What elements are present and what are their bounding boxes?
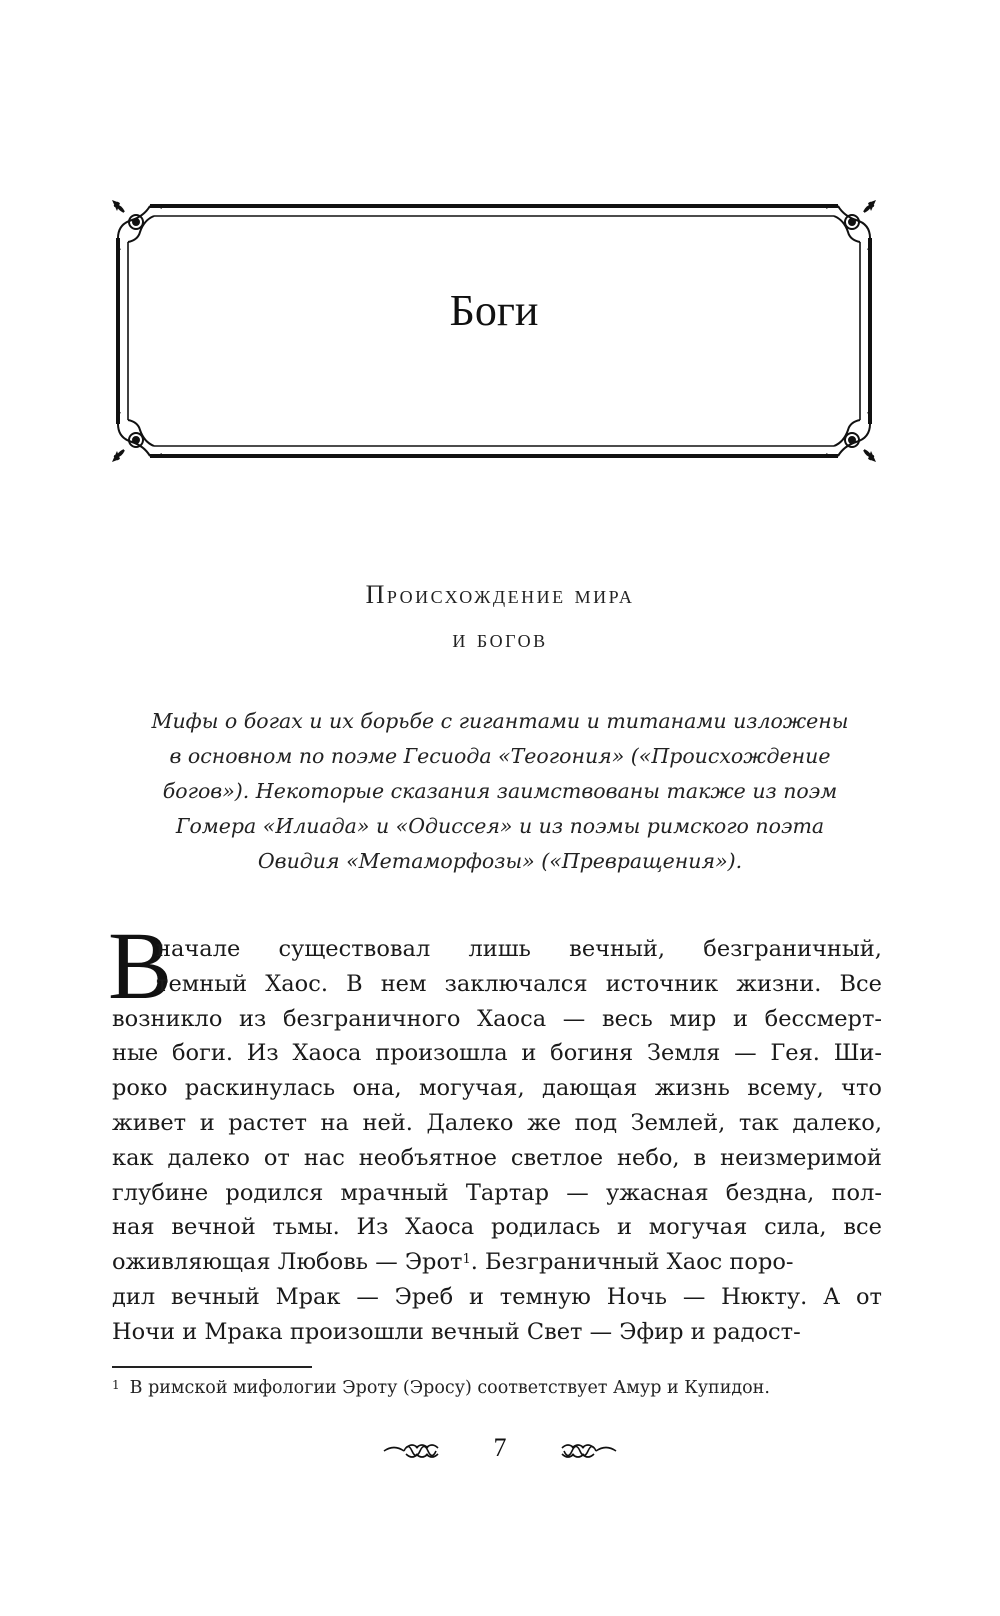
- body-word: существовал: [278, 936, 431, 962]
- body-line: [112, 1106, 882, 1141]
- body-word: могучая,: [418, 1075, 525, 1102]
- body-word: жизнь: [654, 1075, 730, 1102]
- body-word: она,: [352, 1075, 402, 1102]
- body-word: Все: [839, 970, 882, 997]
- epigraph: [110, 704, 890, 879]
- body-word: возникло: [112, 1005, 223, 1032]
- body-word: Мрак: [275, 1283, 341, 1310]
- body-word: вечный: [170, 1283, 260, 1310]
- body-word: источник: [605, 970, 719, 997]
- body-word: нем: [380, 970, 427, 997]
- body-word: вечной: [171, 1214, 256, 1241]
- body-word: небо,: [617, 1144, 680, 1171]
- body-text: [112, 932, 882, 1350]
- body-word: на: [320, 1109, 349, 1136]
- body-word: бездна,: [725, 1179, 815, 1206]
- body-line: [112, 1280, 882, 1315]
- body-word: роко: [112, 1075, 168, 1102]
- body-word: Тартар: [465, 1179, 549, 1206]
- body-word: Из: [356, 1214, 389, 1241]
- body-word: и: [733, 1005, 748, 1032]
- body-word: мир: [669, 1005, 717, 1032]
- body-word: и: [199, 1109, 215, 1136]
- body-word: и: [521, 1040, 537, 1067]
- body-word: необъятное: [358, 1144, 497, 1171]
- body-line: [112, 1071, 882, 1106]
- epigraph-line: богов»). Некоторые сказания заимствованы также из поэм: [162, 779, 838, 803]
- page-number: 7: [493, 1433, 507, 1462]
- body-line: [112, 1141, 882, 1176]
- footnote-divider: [112, 1366, 312, 1368]
- body-word: Ши-: [833, 1040, 882, 1067]
- body-word: под: [574, 1109, 618, 1136]
- body-word: А: [823, 1283, 841, 1310]
- body-word: —: [562, 1005, 586, 1032]
- body-word: раскинулась: [184, 1075, 336, 1102]
- body-word: жизни.: [736, 970, 822, 997]
- body-word: лишь: [468, 936, 531, 962]
- body-word: родилась: [490, 1214, 601, 1241]
- footnote-text: В римской мифологии Эроту (Эросу) соответствует Амур и Купидон.: [129, 1378, 770, 1398]
- body-word: могучая: [648, 1214, 748, 1241]
- body-word: бессмерт-: [764, 1005, 882, 1032]
- body-word: Гея.: [770, 1040, 820, 1067]
- body-word: Эреб: [394, 1283, 454, 1310]
- body-word: безграничного: [282, 1005, 461, 1032]
- body-word: вечный,: [569, 936, 666, 962]
- body-word: Далеко: [426, 1109, 514, 1136]
- body-word: тьмы.: [272, 1214, 340, 1241]
- body-word: ужасная: [605, 1179, 709, 1206]
- section-title-line-2: и богов: [452, 624, 548, 653]
- body-word: все: [843, 1214, 882, 1241]
- epigraph-line: в основном по поэме Гесиода «Теогония» («Происхождение: [169, 744, 831, 768]
- body-word: Хаоса: [477, 1005, 547, 1032]
- body-word: светлое: [510, 1144, 604, 1171]
- body-word: далеко,: [792, 1109, 882, 1136]
- body-word: безграничный,: [703, 936, 882, 962]
- body-line: [112, 967, 882, 1002]
- epigraph-line: Гомера «Илиада» и «Одиссея» и из поэмы римского поэта: [175, 814, 825, 838]
- body-line: [112, 1176, 882, 1211]
- body-word: Хаоса: [292, 1040, 362, 1067]
- body-word: Земля: [647, 1040, 721, 1067]
- epigraph-line: Мифы о богах и их борьбе с гигантами и титанами изложены: [151, 709, 849, 733]
- body-word: В: [346, 970, 363, 997]
- section-title-line-1: Происхождение мира: [365, 580, 635, 609]
- body-word: сила,: [764, 1214, 827, 1241]
- body-word: далеко: [167, 1144, 250, 1171]
- body-word: всему,: [747, 1075, 824, 1102]
- body-word: —: [356, 1283, 379, 1310]
- body-word: темный: [156, 970, 248, 997]
- body-word: Хаос.: [265, 970, 328, 997]
- body-word: что: [841, 1075, 882, 1102]
- body-word: ные: [112, 1040, 159, 1067]
- body-word: ней.: [362, 1109, 413, 1136]
- body-word: в: [693, 1144, 707, 1171]
- footnote-marker[interactable]: 1: [462, 1252, 471, 1268]
- body-word: начале: [156, 936, 241, 962]
- body-line: [112, 1002, 882, 1037]
- body-word: живет: [112, 1109, 187, 1136]
- body-line: Ночи и Мрака произошли вечный Свет — Эфир и радост-: [112, 1318, 801, 1345]
- epigraph-line: Овидия «Метаморфозы» («Превращения»).: [257, 849, 743, 873]
- body-word: и: [617, 1214, 633, 1241]
- body-word: —: [682, 1283, 706, 1310]
- body-word: глубине: [112, 1179, 209, 1206]
- body-word: произошла: [375, 1040, 508, 1067]
- body-word: богиня: [550, 1040, 634, 1067]
- body-word: от: [263, 1144, 290, 1171]
- folio-ornament-right-icon: [548, 1438, 618, 1464]
- body-word: —: [566, 1179, 589, 1206]
- body-word: Из: [246, 1040, 279, 1067]
- footnote-number: 1: [112, 1378, 120, 1392]
- body-word: от: [856, 1283, 882, 1310]
- body-line: оживляющая Любовь — Эрот$^1$. Безграничный Хаос поро-: [112, 1249, 794, 1276]
- body-word: Ночь: [606, 1283, 668, 1310]
- body-word: темную: [499, 1283, 591, 1310]
- page-folio: [380, 1430, 620, 1470]
- body-word: боги.: [172, 1040, 234, 1067]
- body-word: родился: [225, 1179, 324, 1206]
- body-line: [112, 1036, 882, 1071]
- body-word: Хаоса: [405, 1214, 475, 1241]
- body-word: дил: [112, 1283, 156, 1310]
- body-word: же: [527, 1109, 562, 1136]
- body-word: Нюкту.: [721, 1283, 808, 1310]
- body-word: дающая: [541, 1075, 638, 1102]
- body-word: из: [239, 1005, 267, 1032]
- body-word: нас: [303, 1144, 345, 1171]
- body-word: пол-: [831, 1179, 882, 1206]
- body-word: растет: [228, 1109, 307, 1136]
- body-word: заключался: [444, 970, 588, 997]
- body-word: весь: [601, 1005, 653, 1032]
- body-word: как: [112, 1144, 154, 1171]
- body-word: ная: [112, 1214, 155, 1241]
- footnote: [112, 1378, 912, 1398]
- chapter-title: Боги: [449, 286, 539, 335]
- body-word: —: [734, 1040, 757, 1067]
- body-word: неизмеримой: [720, 1144, 882, 1171]
- body-word: так: [738, 1109, 779, 1136]
- body-line: [112, 932, 882, 967]
- body-word: мрачный: [340, 1179, 449, 1206]
- body-word: Землей,: [630, 1109, 726, 1136]
- drop-cap: В: [108, 912, 173, 1019]
- body-word: и: [468, 1283, 484, 1310]
- body-line: [112, 1210, 882, 1245]
